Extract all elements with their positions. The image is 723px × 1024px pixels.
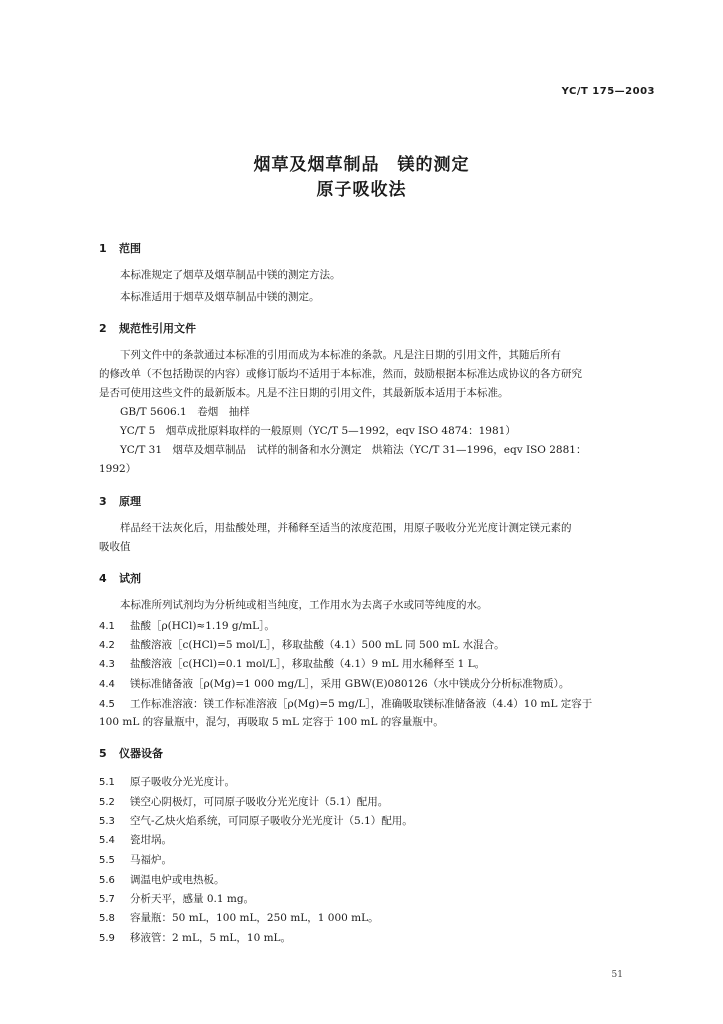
item-text: 调温电炉或电热板。	[130, 874, 225, 886]
section-heading-scope	[99, 240, 141, 256]
document-title: 烟草及烟草制品 镁的测定	[253, 155, 470, 175]
section-number: 2	[99, 322, 107, 335]
paragraph-line: 下列文件中的条款通过本标准的引用而成为本标准的条款。凡是注日期的引用文件，其随后所有	[120, 349, 561, 361]
list-item	[99, 676, 569, 691]
paragraph-line: 是否可使用这些文件的最新版本。凡是不注日期的引用文件，其最新版本适用于本标准。	[99, 387, 509, 399]
section-number: 5	[99, 747, 107, 760]
item-number: 4.1	[99, 621, 115, 632]
item-number: 5.1	[99, 777, 115, 788]
list-item	[99, 794, 388, 809]
list-item	[99, 774, 235, 789]
item-text: 原子吸收分光光度计。	[130, 776, 235, 788]
section-heading-apparatus	[99, 745, 163, 761]
reference-item: YC/T 31 烟草及烟草制品 试样的制备和水分测定 烘箱法（YC/T 31—1996，eqv ISO 2881：	[120, 444, 587, 456]
paragraph-line: 样品经干法灰化后，用盐酸处理，并稀释至适当的浓度范围，用原子吸收分光光度计测定镁元素的	[120, 522, 572, 534]
list-item	[99, 696, 592, 711]
item-text: 容量瓶：50 mL，100 mL，250 mL，1 000 mL。	[130, 912, 379, 924]
item-text: 分析天平，感量 0.1 mg。	[130, 893, 255, 905]
item-number: 5.7	[99, 894, 115, 905]
list-item	[99, 852, 172, 867]
list-item	[99, 891, 254, 906]
section-number: 1	[99, 242, 107, 255]
item-text: 盐酸［ρ(HCl)≈1.19 g/mL］。	[130, 620, 275, 632]
section-heading-normative-references	[99, 320, 196, 336]
item-text: 马福炉。	[130, 854, 172, 866]
item-text: 镁空心阴极灯，可同原子吸收分光光度计（5.1）配用。	[130, 796, 389, 808]
list-item	[99, 872, 225, 887]
item-text: 盐酸溶液［c(HCl)=5 mol/L］，移取盐酸（4.1）500 mL 同 500 mL 水混合。	[130, 639, 505, 651]
item-number: 5.5	[99, 855, 115, 866]
reference-item: GB/T 5606.1 卷烟 抽样	[120, 406, 250, 418]
item-text: 移液管：2 mL，5 mL，10 mL。	[130, 932, 292, 944]
item-text: 空气-乙炔火焰系统，可同原子吸收分光光度计（5.1）配用。	[130, 815, 413, 827]
paragraph-line: 的修改单（不包括勘误的内容）或修订版均不适用于本标准，然而，鼓励根据本标准达成协议的各方研究	[99, 368, 582, 380]
item-number: 4.3	[99, 659, 115, 670]
section-heading-reagents	[99, 570, 141, 586]
list-item	[99, 813, 413, 828]
list-item	[99, 637, 505, 652]
section-title: 规范性引用文件	[119, 322, 196, 335]
list-item	[99, 910, 379, 925]
item-text: 瓷坩埚。	[130, 834, 172, 846]
item-number: 5.4	[99, 835, 115, 846]
list-item	[99, 656, 485, 671]
list-item-cont: 100 mL 的容量瓶中，混匀，再吸取 5 mL 定容于 100 mL 的容量瓶中。	[99, 716, 444, 728]
item-number: 5.2	[99, 797, 115, 808]
item-number: 4.4	[99, 679, 115, 690]
paragraph-line: 吸收值	[99, 541, 131, 553]
reference-item-cont: 1992）	[99, 463, 137, 475]
section-title: 原理	[119, 495, 141, 508]
item-number: 5.3	[99, 816, 115, 827]
section-title: 仪器设备	[119, 747, 163, 760]
list-item	[99, 618, 275, 633]
section-number: 3	[99, 495, 107, 508]
section-title: 试剂	[119, 572, 141, 585]
standard-code: YC/T 175—2003	[561, 86, 655, 97]
section-number: 4	[99, 572, 107, 585]
document-subtitle: 原子吸收法	[316, 180, 407, 200]
section-heading-principle	[99, 493, 141, 509]
item-number: 4.5	[99, 699, 115, 710]
page-number: 51	[611, 970, 623, 980]
item-text: 工作标准溶液：镁工作标准溶液［ρ(Mg)=5 mg/L］，准确吸取镁标准储备液（4.4）10 mL 定容于	[130, 698, 593, 710]
list-item	[99, 930, 291, 945]
item-text: 盐酸溶液［c(HCl)=0.1 mol/L］，移取盐酸（4.1）9 mL 用水稀释至 1 L。	[130, 658, 486, 670]
item-number: 5.8	[99, 913, 115, 924]
paragraph: 本标准适用于烟草及烟草制品中镁的测定。	[120, 291, 320, 303]
paragraph: 本标准规定了烟草及烟草制品中镁的测定方法。	[120, 269, 341, 281]
list-item	[99, 832, 172, 847]
item-number: 5.9	[99, 933, 115, 944]
item-number: 4.2	[99, 640, 115, 651]
reference-item: YC/T 5 烟草成批原料取样的一般原则（YC/T 5—1992，eqv ISO 4874：1981）	[120, 425, 516, 437]
paragraph: 本标准所列试剂均为分析纯或相当纯度，工作用水为去离子水或同等纯度的水。	[120, 599, 488, 611]
section-title: 范围	[119, 242, 141, 255]
item-text: 镁标准储备液［ρ(Mg)=1 000 mg/L］，采用 GBW(E)080126（水中镁成分分析标准物质）。	[130, 678, 570, 690]
item-number: 5.6	[99, 875, 115, 886]
